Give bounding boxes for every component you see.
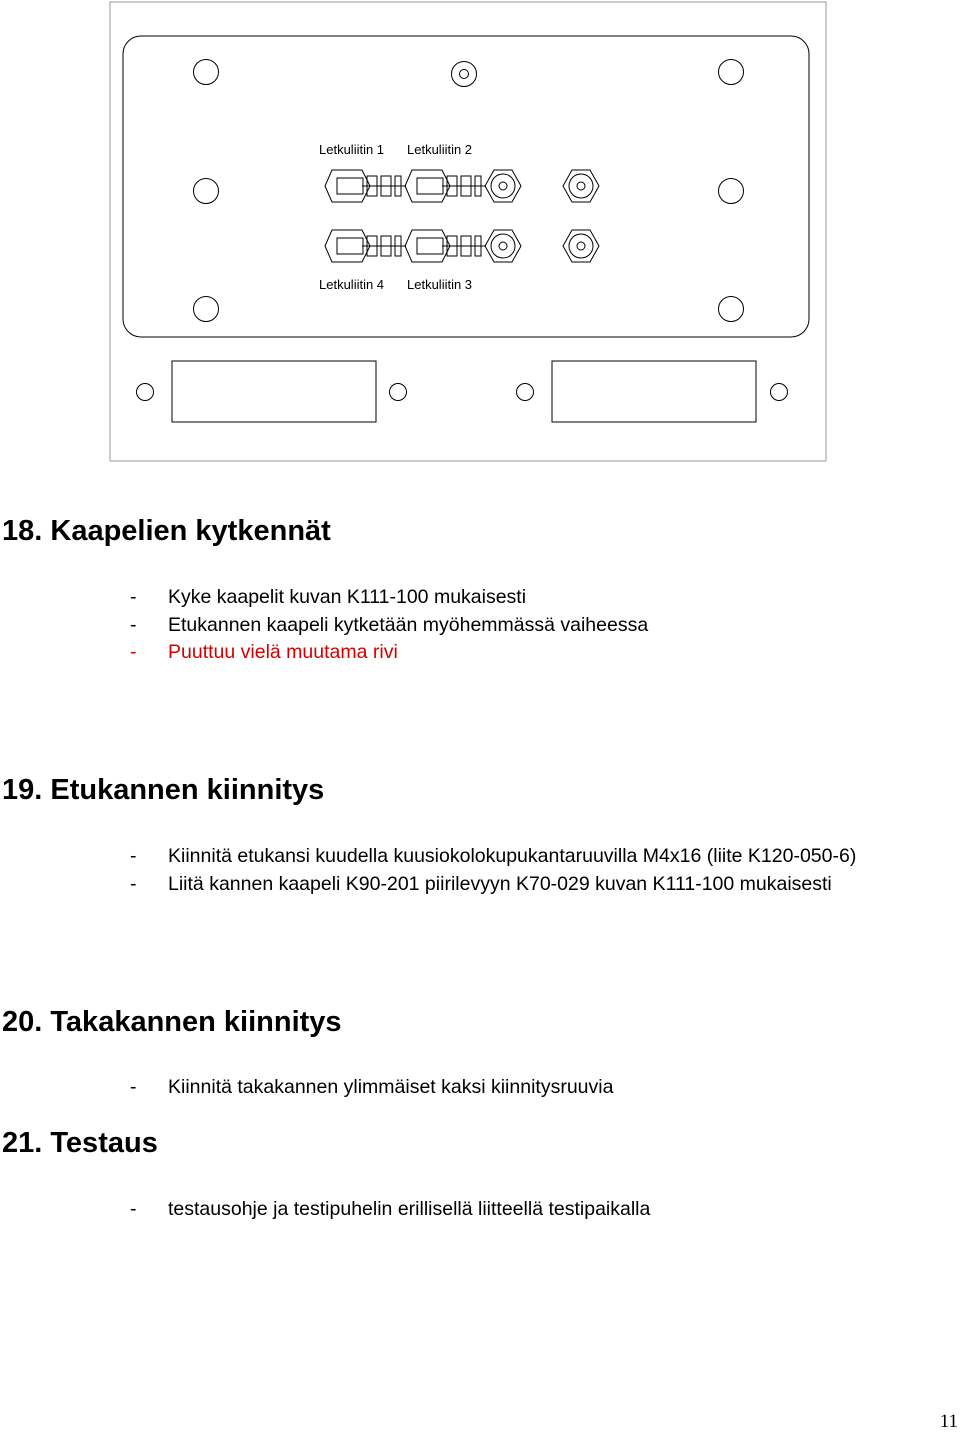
list-item-highlighted: - Puuttuu vielä muutama rivi <box>130 641 398 663</box>
hex-fitting <box>563 230 599 262</box>
list-item: - testausohje ja testipuhelin erillisellä liitteellä testipaikalla <box>130 1198 651 1220</box>
hose-connector-2 <box>405 170 486 202</box>
list-item: - Kiinnitä takakannen ylimmäiset kaksi kiinnitysruuvia <box>130 1076 614 1098</box>
connector-cutout <box>552 361 756 422</box>
section-21-heading: 21. Testaus <box>2 1127 158 1159</box>
mounting-hole <box>194 179 219 204</box>
hose-connector-3 <box>405 230 486 262</box>
label-connector-4: Letkuliitin 4 <box>319 277 385 292</box>
list-item: - Etukannen kaapeli kytketään myöhemmässä vaiheessa <box>130 613 649 636</box>
section-19-heading: 19. Etukannen kiinnitys <box>2 774 325 806</box>
mounting-hole <box>460 70 469 79</box>
section-18-list <box>130 584 950 667</box>
section-19-list <box>130 843 920 898</box>
hose-connector-4 <box>325 230 406 262</box>
connector-cutout <box>172 361 376 422</box>
label-connector-1: Letkuliitin 1 <box>319 142 385 157</box>
label-connector-3: Letkuliitin 3 <box>407 277 473 292</box>
mounting-hole <box>517 384 534 401</box>
list-item: - Kiinnitä etukansi kuudella kuusiokolokupukantaruuvilla M4x16 (liite K120-050-6) <box>130 845 857 867</box>
hose-connector-1 <box>325 170 406 202</box>
list-item: - Kyke kaapelit kuvan K111-100 mukaisesti <box>130 586 527 608</box>
list-item: - Liitä kannen kaapeli K90-201 piirilevyyn K70-029 kuvan K111-100 mukaisesti <box>130 872 832 895</box>
hex-fitting <box>485 170 521 202</box>
mounting-hole <box>452 62 477 87</box>
hex-fitting <box>485 230 521 262</box>
mounting-hole <box>719 179 744 204</box>
hex-fitting <box>563 170 599 202</box>
section-18-heading: 18. Kaapelien kytkennät <box>2 515 331 547</box>
front-panel-drawing <box>0 0 960 470</box>
mounting-hole <box>771 384 788 401</box>
label-connector-2: Letkuliitin 2 <box>407 142 473 157</box>
mounting-hole <box>137 384 154 401</box>
mounting-hole <box>719 60 744 85</box>
mounting-hole <box>390 384 407 401</box>
mounting-hole <box>194 60 219 85</box>
section-21-list <box>130 1196 950 1224</box>
mounting-hole <box>719 297 744 322</box>
mounting-hole <box>194 297 219 322</box>
page-number: 11 <box>939 1411 958 1432</box>
section-20-list <box>130 1074 950 1102</box>
section-20-heading: 20. Takakannen kiinnitys <box>2 1006 342 1038</box>
